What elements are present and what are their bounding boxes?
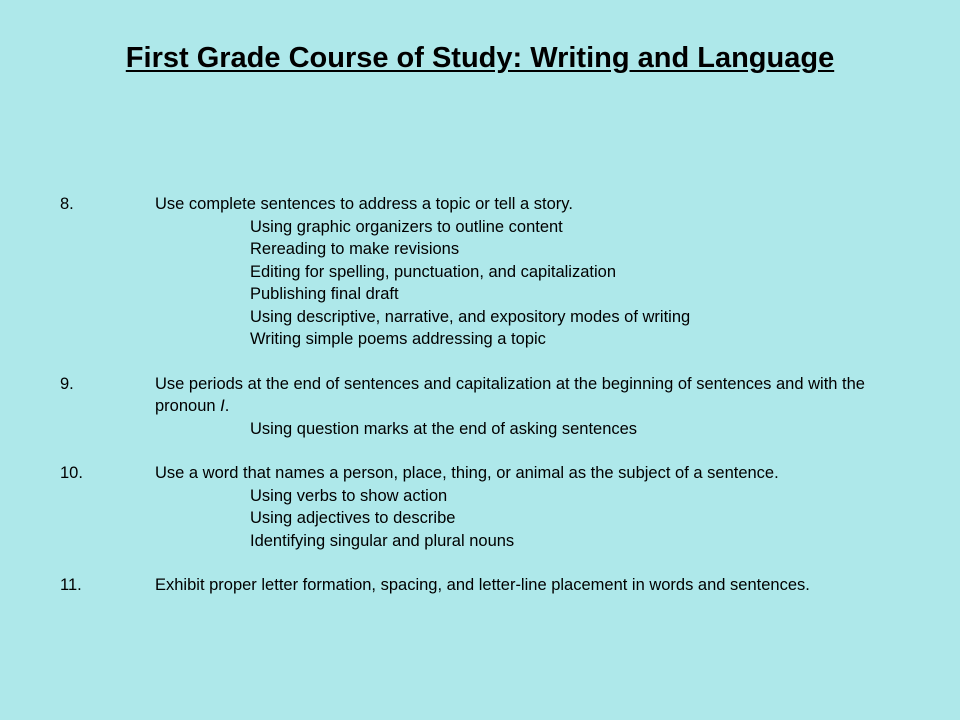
item-text: Use complete sentences to address a topic or tell a story. xyxy=(155,195,573,213)
list-item-8 xyxy=(60,193,910,351)
item-number: 8. xyxy=(60,195,74,213)
sub-item: Using descriptive, narrative, and expository modes of writing xyxy=(250,307,691,326)
item-number: 9. xyxy=(60,374,74,393)
list-item-11 xyxy=(60,574,910,597)
list-item-9 xyxy=(60,373,910,441)
item-text xyxy=(155,373,910,418)
slide-title: First Grade Course of Study: Writing and Language xyxy=(125,42,835,74)
item-number: 10. xyxy=(60,464,83,482)
sub-item: Using verbs to show action xyxy=(250,486,448,505)
item-text-main: Use periods at the end of sentences and capitalization at the beginning of sentences and with the pronoun xyxy=(155,374,865,415)
sub-item: Using adjectives to describe xyxy=(250,509,456,527)
standards-list xyxy=(60,193,910,619)
item-text: Exhibit proper letter formation, spacing, and letter-line placement in words and sentences. xyxy=(155,576,810,594)
sub-item: Identifying singular and plural nouns xyxy=(250,531,515,550)
sub-item: Publishing final draft xyxy=(250,285,399,303)
item-number: 11. xyxy=(60,576,82,594)
sub-item: Using question marks at the end of asking sentences xyxy=(250,419,638,438)
sub-item: Writing simple poems addressing a topic xyxy=(250,330,546,348)
item-text: Use a word that names a person, place, thing, or animal as the subject of a sentence. xyxy=(155,464,779,482)
sub-item: Using graphic organizers to outline content xyxy=(250,217,563,236)
sub-item: Editing for spelling, punctuation, and capitalization xyxy=(250,262,616,281)
list-item-10 xyxy=(60,462,910,552)
pronoun-italic: I xyxy=(220,397,225,415)
sub-item: Rereading to make revisions xyxy=(250,240,460,258)
item-text-end: . xyxy=(224,397,230,415)
